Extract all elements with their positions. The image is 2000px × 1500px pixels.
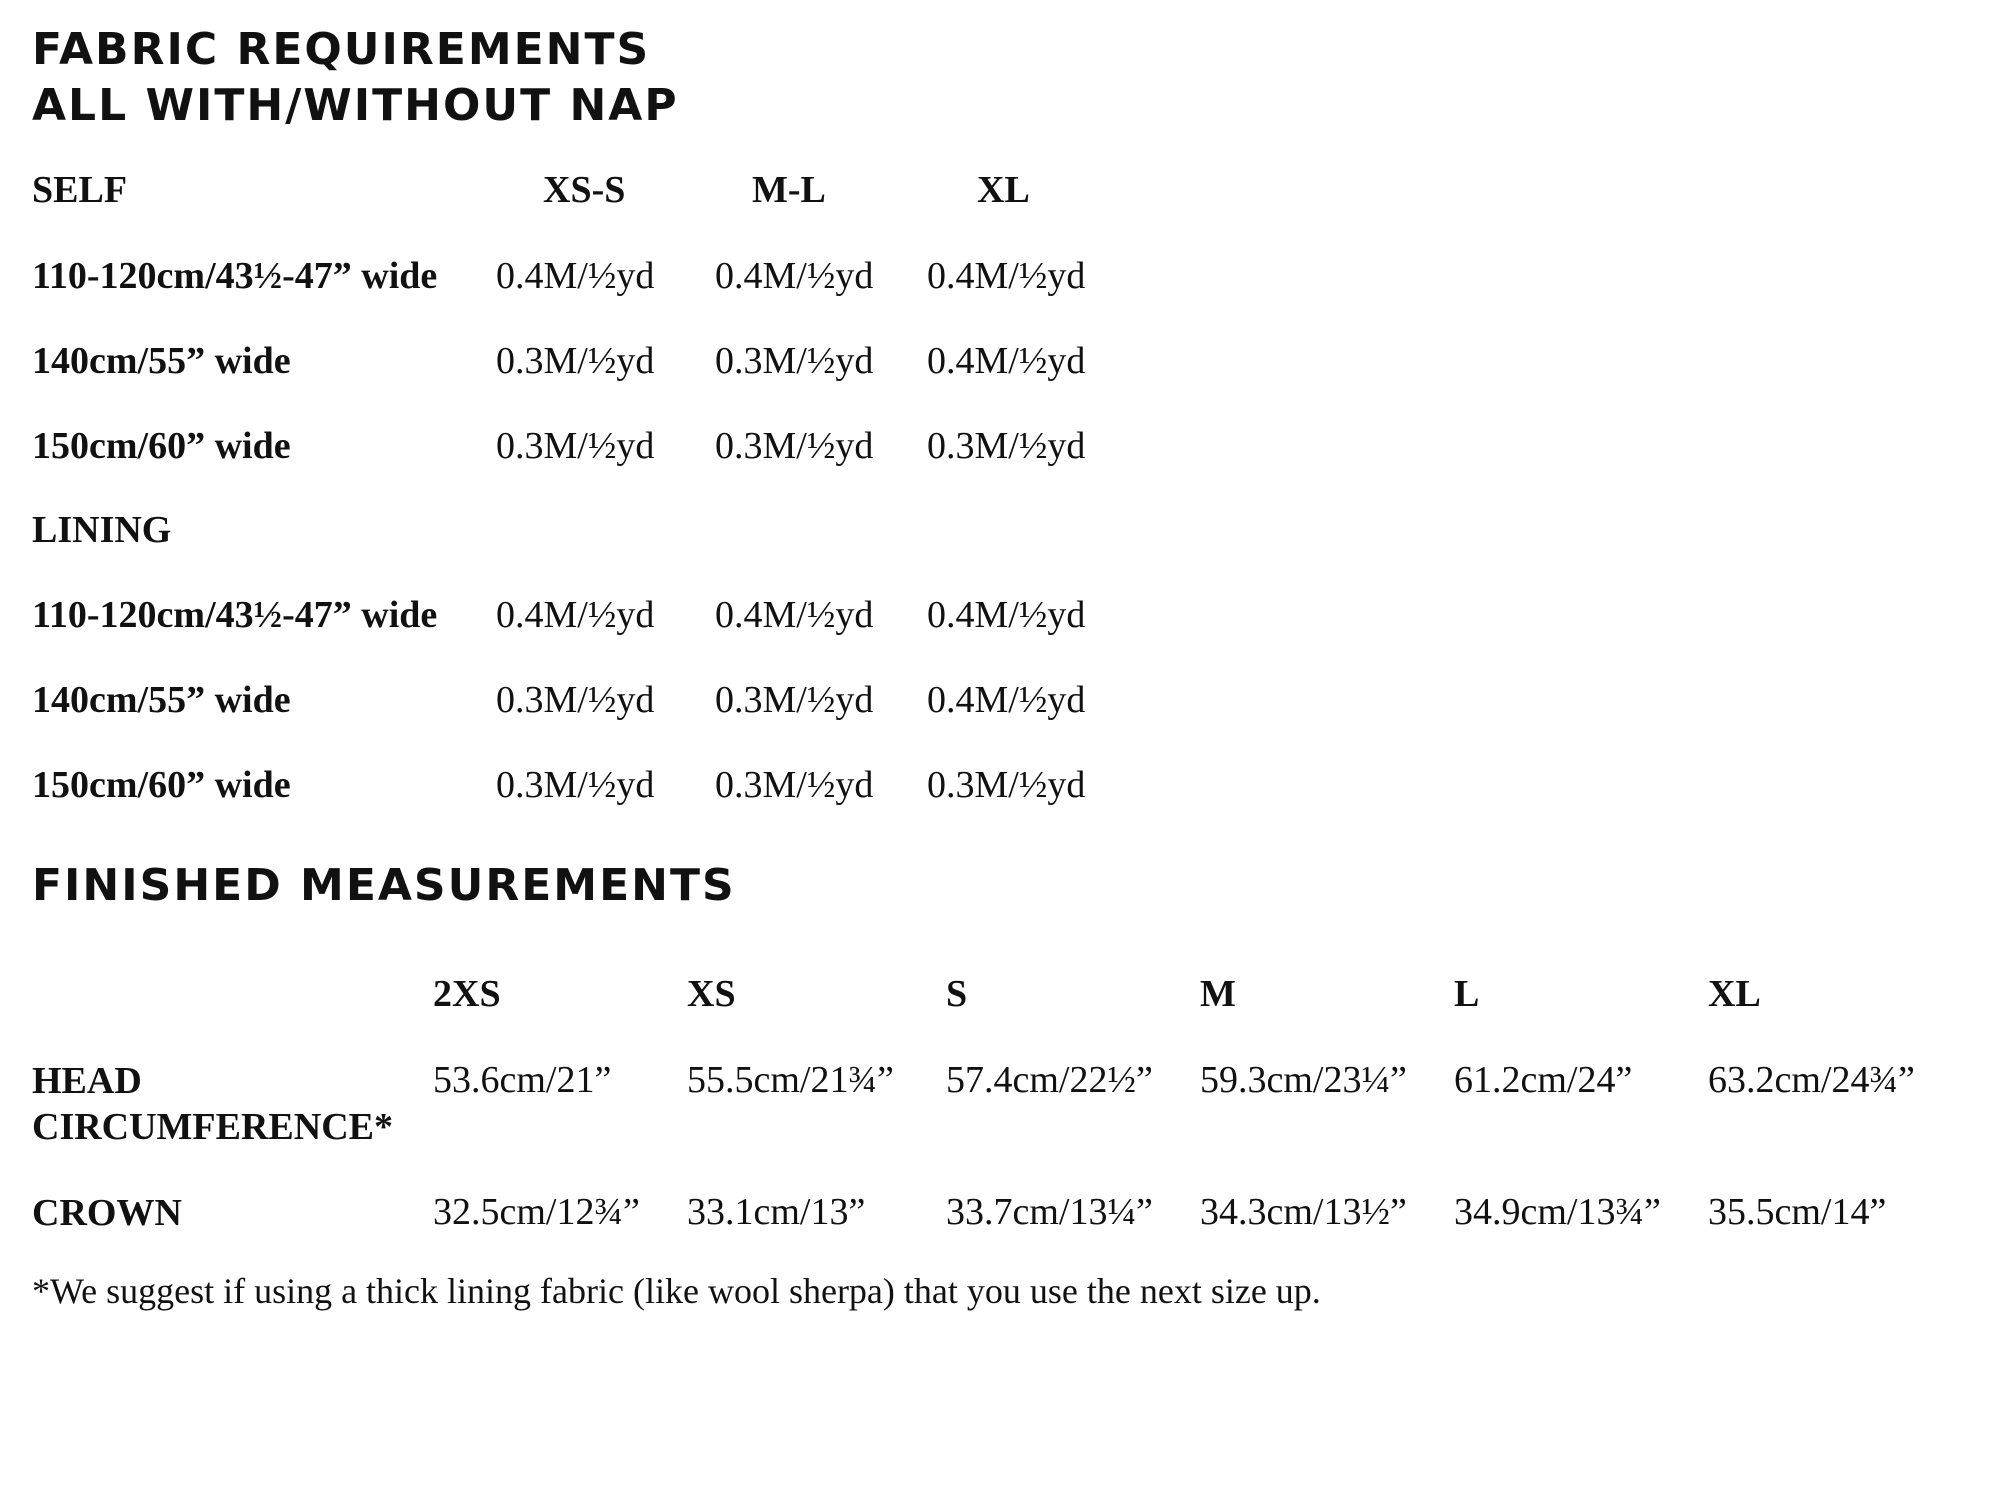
finished-measurements-title: FINISHED MEASUREMENTS (32, 860, 736, 911)
fabric-value: 0.4M/½yd (927, 340, 1086, 382)
fabric-width-label: 110-120cm/43½-47” wide (32, 255, 438, 297)
fabric-value: 0.3M/½yd (715, 340, 874, 382)
fabric-value: 0.3M/½yd (715, 425, 874, 467)
size-header-s: S (946, 973, 968, 1015)
measurement-label: CROWN (32, 1192, 182, 1234)
fabric-value: 0.3M/½yd (496, 764, 655, 806)
section-self-label: SELF (32, 169, 128, 211)
size-header-m: M (1200, 973, 1236, 1015)
measurement-value: 55.5cm/21¾” (687, 1059, 894, 1101)
size-header-xl: XL (977, 169, 1030, 211)
measurement-value: 61.2cm/24” (1454, 1059, 1633, 1101)
size-header-xl: XL (1708, 973, 1761, 1015)
fabric-value: 0.3M/½yd (496, 679, 655, 721)
measurement-value: 34.3cm/13½” (1200, 1191, 1407, 1233)
fabric-value: 0.3M/½yd (496, 340, 655, 382)
fabric-value: 0.3M/½yd (496, 425, 655, 467)
fabric-requirements-title: FABRIC REQUIREMENTS (32, 24, 651, 75)
fabric-width-label: 110-120cm/43½-47” wide (32, 594, 438, 636)
fabric-value: 0.4M/½yd (496, 594, 655, 636)
fabric-value: 0.3M/½yd (927, 425, 1086, 467)
fabric-value: 0.4M/½yd (927, 594, 1086, 636)
fabric-value: 0.4M/½yd (927, 255, 1086, 297)
measurement-value: 34.9cm/13¾” (1454, 1191, 1661, 1233)
size-header-l: L (1454, 973, 1480, 1015)
measurement-value: 57.4cm/22½” (946, 1059, 1153, 1101)
measurement-value: 32.5cm/12¾” (433, 1191, 640, 1233)
measurement-value: 33.7cm/13¼” (946, 1191, 1153, 1233)
size-header-xs: XS (687, 973, 736, 1015)
size-header-m-l: M-L (752, 169, 826, 211)
size-header-xs-s: XS-S (543, 169, 626, 211)
fabric-width-label: 150cm/60” wide (32, 764, 291, 806)
fabric-value: 0.4M/½yd (496, 255, 655, 297)
fabric-value: 0.4M/½yd (715, 255, 874, 297)
fabric-width-label: 140cm/55” wide (32, 340, 291, 382)
fabric-value: 0.4M/½yd (927, 679, 1086, 721)
measurement-value: 35.5cm/14” (1708, 1191, 1887, 1233)
measurement-label: HEAD (32, 1060, 142, 1102)
measurement-value: 59.3cm/23¼” (1200, 1059, 1407, 1101)
fabric-requirements-subtitle: ALL WITH/WITHOUT NAP (32, 80, 679, 131)
fabric-width-label: 150cm/60” wide (32, 425, 291, 467)
measurement-value: 33.1cm/13” (687, 1191, 866, 1233)
measurement-label-line2: CIRCUMFERENCE* (32, 1106, 393, 1148)
size-header-2xs: 2XS (433, 973, 501, 1015)
fabric-value: 0.3M/½yd (715, 679, 874, 721)
measurement-value: 63.2cm/24¾” (1708, 1059, 1915, 1101)
fabric-value: 0.3M/½yd (927, 764, 1086, 806)
section-lining-label: LINING (32, 509, 172, 551)
footnote: *We suggest if using a thick lining fabric (like wool sherpa) that you use the next size up. (32, 1271, 1321, 1311)
measurement-value: 53.6cm/21” (433, 1059, 612, 1101)
fabric-value: 0.3M/½yd (715, 764, 874, 806)
fabric-value: 0.4M/½yd (715, 594, 874, 636)
fabric-width-label: 140cm/55” wide (32, 679, 291, 721)
